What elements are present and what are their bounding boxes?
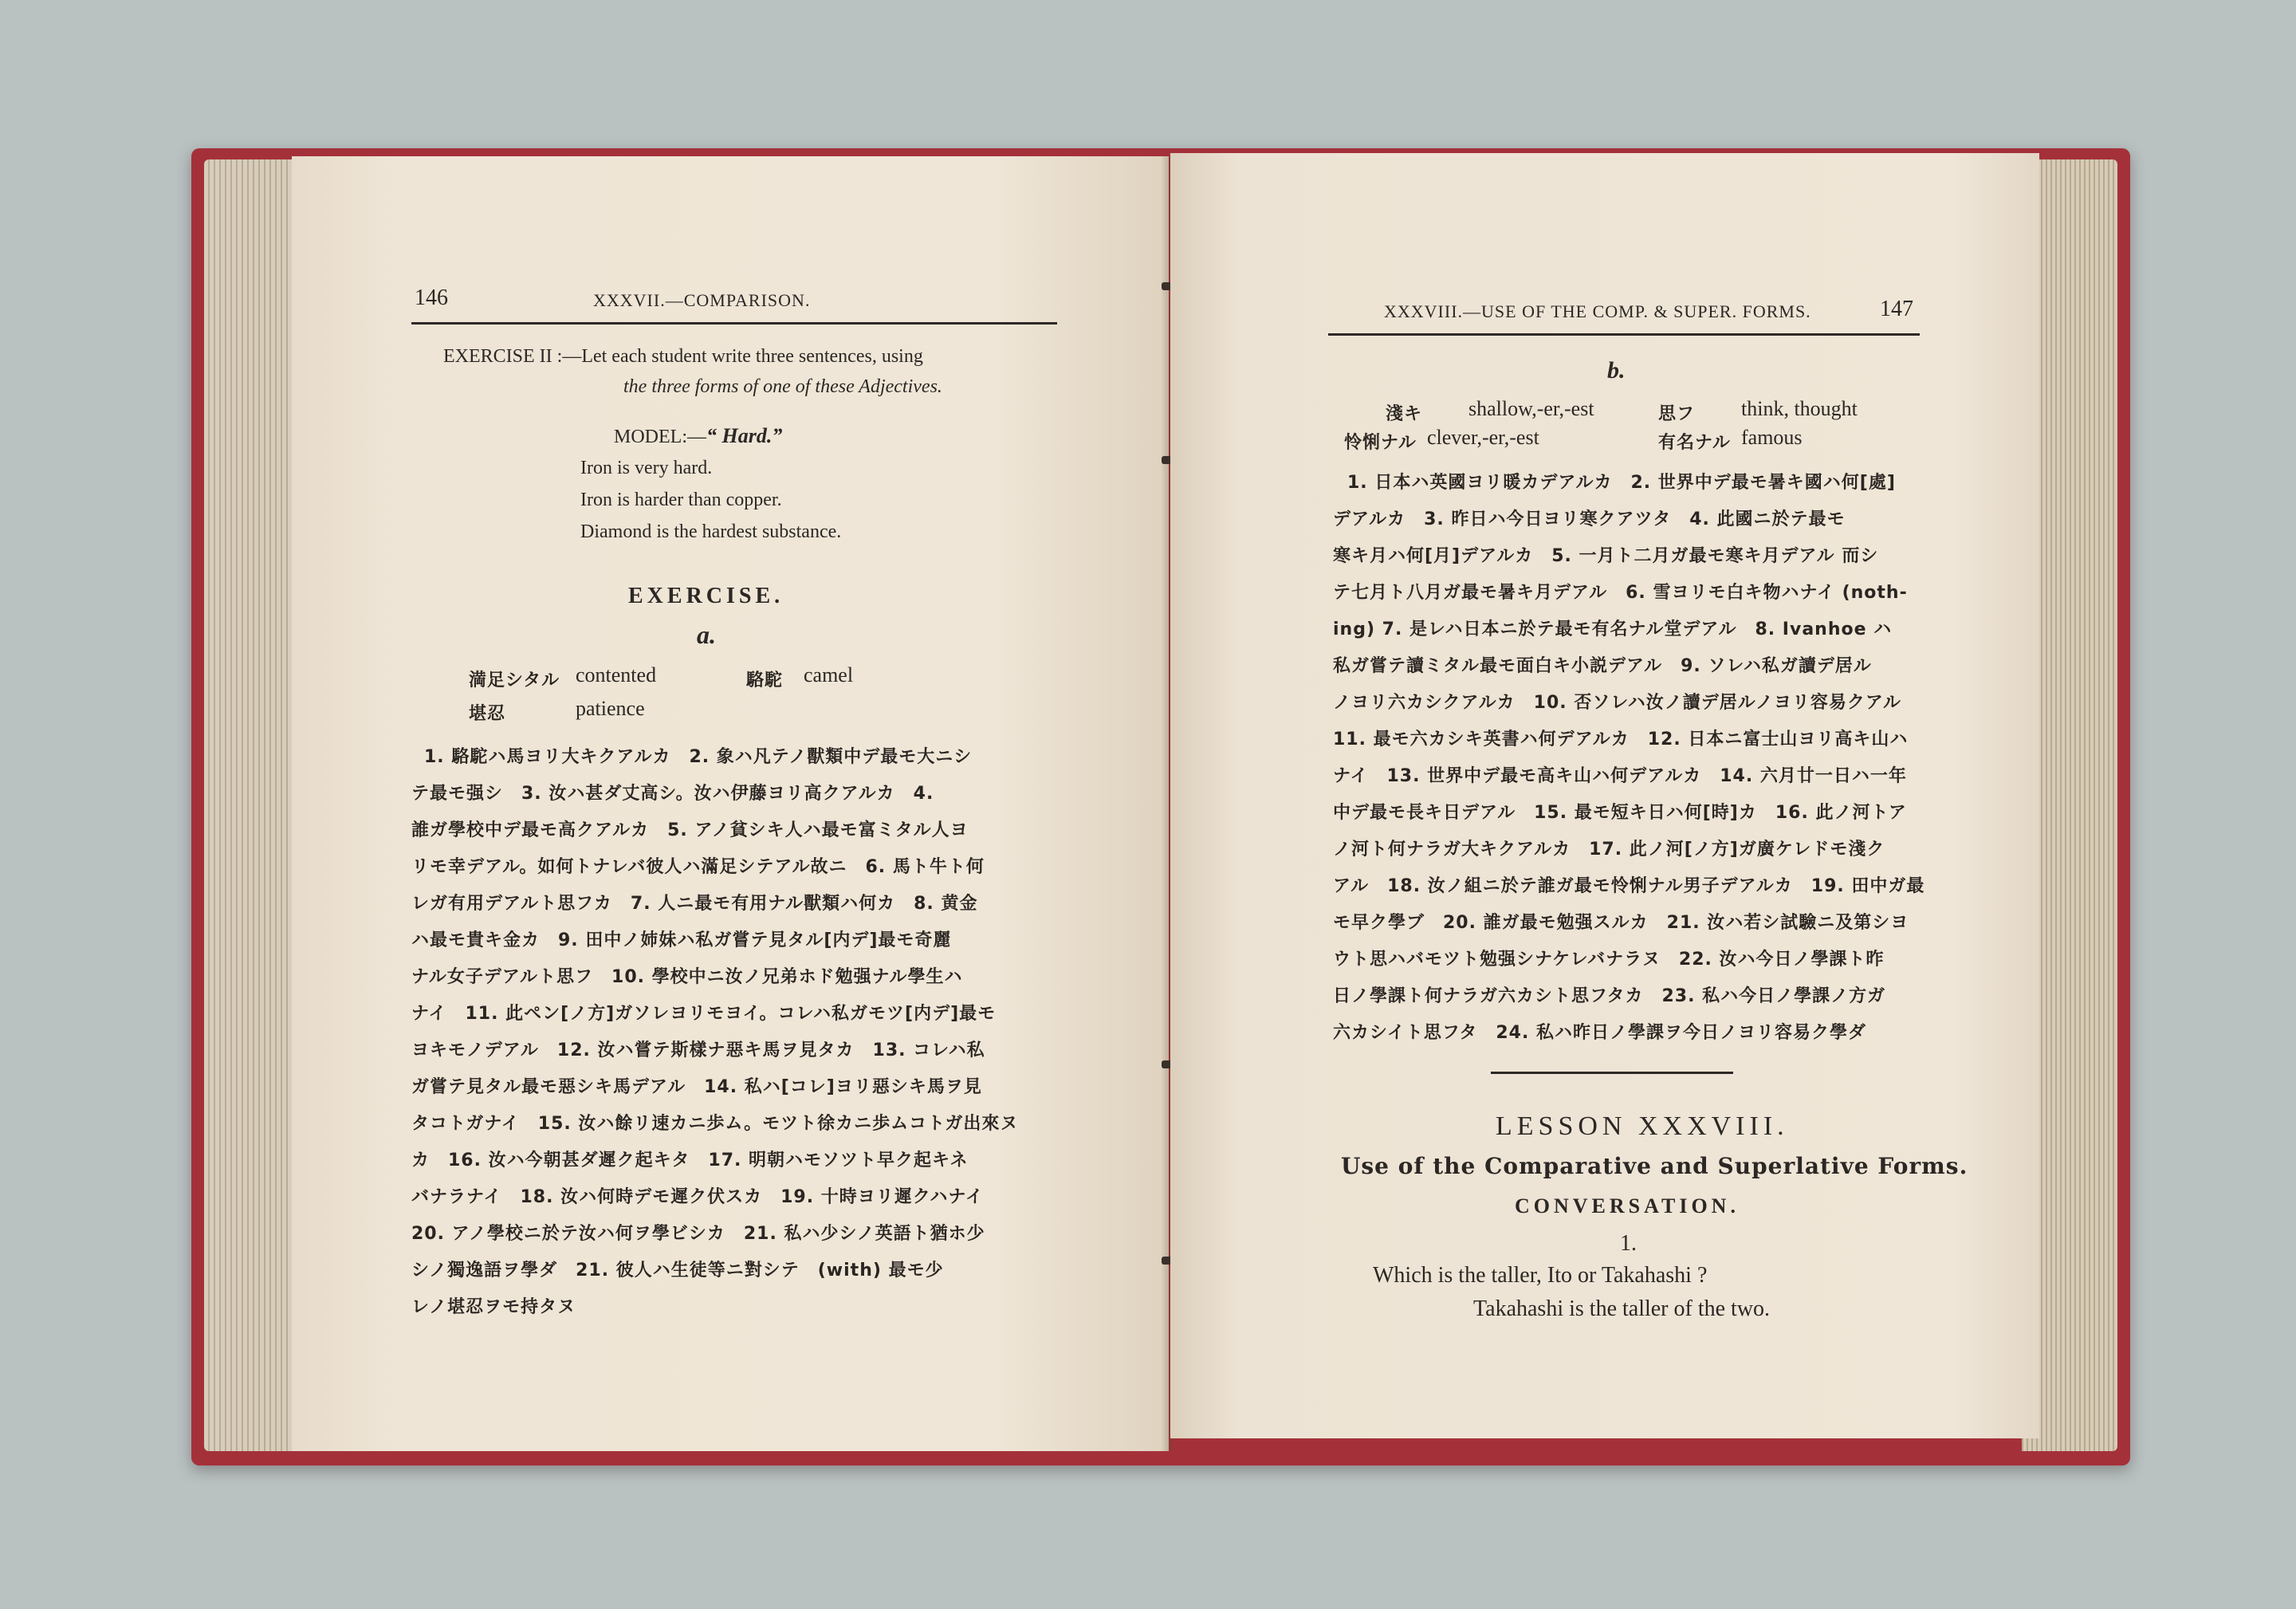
vocab-en: shallow,-er,-est [1468, 397, 1594, 420]
exercise-line: テ七月ト八月ガ最モ暑キ月デアル 6. 雪ヨリモ白キ物ハナイ (noth- [1333, 583, 1908, 603]
question-line: Which is the taller, Ito or Takahashi ? [1373, 1263, 1708, 1288]
exercise-line: レガ有用デアルト思フカ 7. 人ニ最モ有用ナル獸類ハ何カ 8. 黄金 [411, 894, 978, 914]
page-number: 147 [1880, 297, 1913, 321]
exercise-line: タコトガナイ 15. 汝ハ餘リ速カニ歩ム。モツト徐カニ歩ムコトガ出來ヌ [411, 1114, 1019, 1134]
answer-line: Takahashi is the taller of the two. [1473, 1296, 1771, 1321]
exercise-instruction-cont: the three forms of one of these Adjectives. [623, 376, 942, 397]
vocab-en: famous [1741, 426, 1803, 449]
section-label: a. [697, 620, 716, 649]
exercise-line: ノ河ト何ナラガ大キクアルカ 17. 此ノ河[ノ方]ガ廣ケレドモ淺ク [1333, 840, 1885, 860]
exercise-line: 1. 駱駝ハ馬ヨリ大キクアルカ 2. 象ハ凡テノ獸類中デ最モ大ニシ [424, 747, 973, 767]
exercise-line: ナイ 11. 此ペン[ノ方]ガソレヨリモヨイ。コレハ私ガモツ[内デ]最モ [411, 1004, 997, 1024]
exercise-line: 1. 日本ハ英國ヨリ暖カデアルカ 2. 世界中デ最モ暑キ國ハ何[處] [1347, 473, 1896, 493]
vocab-jp: 満足シタル [469, 671, 560, 690]
exercise-line: 六カシイト思フタ 24. 私ハ昨日ノ學課ヲ今日ノヨリ容易ク學ダ [1333, 1023, 1866, 1043]
exercise-line: テ最モ强シ 3. 汝ハ甚ダ丈高シ。汝ハ伊藤ヨリ高クアルカ 4. [411, 784, 934, 804]
vocab-en: patience [576, 697, 645, 720]
exercise-line: デアルカ 3. 昨日ハ今日ヨリ寒クアツタ 4. 此國ニ於テ最モ [1333, 509, 1846, 529]
vocab-jp: 堪忍 [469, 704, 506, 724]
running-head: XXXVIII.—USE OF THE COMP. & SUPER. FORMS. [1384, 301, 1811, 321]
exercise-heading: EXERCISE. [628, 584, 784, 608]
left-page [292, 156, 1169, 1451]
exercise-line: ガ嘗テ見タル最モ惡シキ馬デアル 14. 私ハ[コレ]ヨリ惡シキ馬ヲ見 [411, 1077, 982, 1097]
conversation-heading: CONVERSATION. [1515, 1194, 1740, 1218]
vocab-en: contented [576, 663, 657, 686]
lesson-subtitle: Use of the Comparative and Superlative Forms. [1341, 1153, 1968, 1179]
right-page [1170, 153, 2039, 1438]
model-word: “ Hard.” [706, 424, 783, 447]
exercise-line: バナラナイ 18. 汝ハ何時デモ遲ク伏スカ 19. 十時ヨリ遲クハナイ [411, 1187, 984, 1207]
exercise-line: アル 18. 汝ノ組ニ於テ誰ガ最モ怜悧ナル男子デアルカ 19. 田中ガ最 [1333, 876, 1925, 896]
model-label: MODEL:— [614, 427, 706, 447]
exercise-line: 20. アノ學校ニ於テ汝ハ何ヲ學ビシカ 21. 私ハ少シノ英語ト猶ホ少 [411, 1224, 985, 1244]
exercise-line: ナル女子デアルト思フ 10. 學校中ニ汝ノ兄弟ホド勉强ナル學生ハ [411, 967, 963, 987]
exercise-line: ウト思ハバモツト勉强シナケレバナラヌ 22. 汝ハ今日ノ學課ト昨 [1333, 950, 1885, 970]
exercise-line: シノ獨逸語ヲ學ダ 21. 彼人ハ生徒等ニ對シテ (with) 最モ少 [411, 1261, 944, 1281]
vocab-en: think, thought [1741, 397, 1858, 420]
header-rule [411, 322, 1057, 325]
vocab-en: clever,-er,-est [1427, 426, 1539, 449]
exercise-instruction: EXERCISE II :—Let each student write three sentences, using [443, 346, 923, 367]
model-example: Iron is harder than copper. [580, 490, 782, 510]
vocab-jp: 思フ [1658, 404, 1696, 424]
vocab-en: camel [804, 663, 854, 686]
vocab-jp: 怜悧ナル [1344, 433, 1417, 453]
exercise-line: ing) 7. 是レハ日本ニ於テ最モ有名ナル堂デアル 8. Ivanhoe ハ [1333, 620, 1893, 639]
exercise-line: 私ガ嘗テ讀ミタル最モ面白キ小説デアル 9. ソレハ私ガ讀デ居ル [1333, 656, 1872, 676]
exercise-line: ナイ 13. 世界中デ最モ高キ山ハ何デアルカ 14. 六月廿一日ハ一年 [1333, 766, 1907, 786]
exercise-line: 中デ最モ長キ日デアル 15. 最モ短キ日ハ何[時]カ 16. 此ノ河トア [1333, 803, 1907, 823]
exercise-line: レノ堪忍ヲモ持タヌ [411, 1297, 576, 1317]
model-line [614, 424, 782, 448]
header-rule [1328, 333, 1920, 336]
conversation-number: 1. [1620, 1231, 1637, 1256]
page-number: 146 [415, 285, 448, 310]
exercise-line: 日ノ學課ト何ナラガ六カシト思フタカ 23. 私ハ今日ノ學課ノ方ガ [1333, 986, 1886, 1006]
exercise-line: 寒キ月ハ何[月]デアルカ 5. 一月ト二月ガ最モ寒キ月デアル 而シ [1333, 546, 1879, 566]
vocab-jp: 駱駝 [746, 671, 784, 690]
running-head: XXXVII.—COMPARISON. [593, 290, 811, 310]
exercise-line: ノヨリ六カシクアルカ 10. 否ソレハ汝ノ讀デ居ルノヨリ容易クアル [1333, 693, 1902, 713]
model-example: Diamond is the hardest substance. [580, 521, 842, 542]
exercise-line: ハ最モ貴キ金カ 9. 田中ノ姉妹ハ私ガ嘗テ見タル[内デ]最モ奇麗 [411, 930, 952, 950]
exercise-line: 誰ガ學校中デ最モ高クアルカ 5. アノ貧シキ人ハ最モ富ミタル人ヨ [411, 820, 969, 840]
exercise-line: モ早ク學ブ 20. 誰ガ最モ勉强スルカ 21. 汝ハ若シ試驗ニ及第シヨ [1333, 913, 1909, 933]
model-example: Iron is very hard. [580, 458, 713, 478]
exercise-line: ヨキモノデアル 12. 汝ハ嘗テ斯樣ナ惡キ馬ヲ見タカ 13. コレハ私 [411, 1041, 985, 1060]
exercise-line: リモ幸デアル。如何トナレバ彼人ハ滿足シテアル故ニ 6. 馬ト牛ト何 [411, 857, 985, 877]
lesson-title: LESSON XXXVIII. [1496, 1111, 1789, 1141]
section-label: b. [1607, 357, 1626, 384]
vocab-jp: 有名ナル [1658, 433, 1731, 453]
vocab-jp: 淺キ [1386, 404, 1423, 424]
section-divider [1491, 1072, 1733, 1074]
exercise-line: カ 16. 汝ハ今朝甚ダ遲ク起キタ 17. 明朝ハモソツト早ク起キネ [411, 1151, 969, 1170]
exercise-line: 11. 最モ六カシキ英書ハ何デアルカ 12. 日本ニ富士山ヨリ高キ山ハ [1333, 730, 1909, 749]
